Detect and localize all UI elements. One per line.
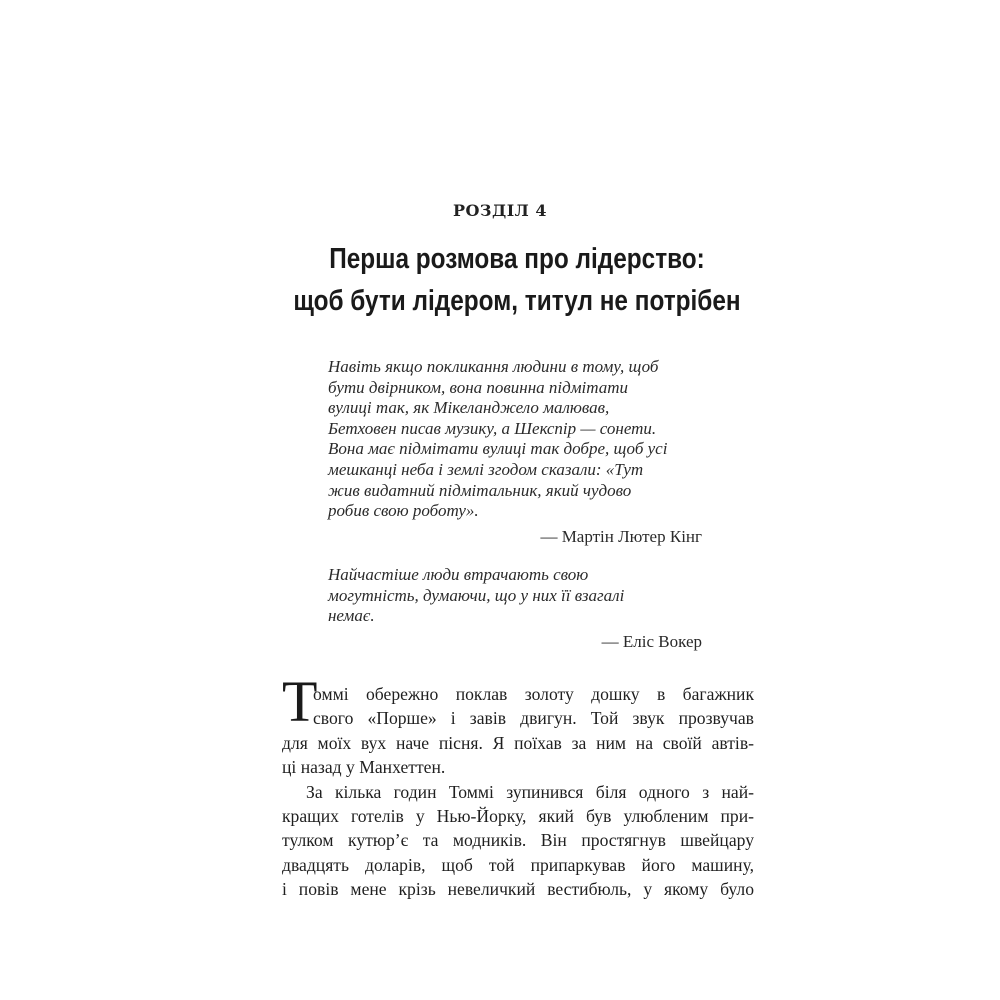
epigraph-quote bbox=[328, 565, 708, 627]
paragraph-line: оммі обережно поклав золоту дошку в багажник bbox=[313, 684, 754, 704]
paragraph-line: За кілька годин Томмі зупинився біля одного з най- bbox=[306, 781, 754, 802]
epigraph bbox=[328, 565, 708, 652]
quote-line: бути двірником, вона повинна підмітати bbox=[328, 377, 629, 397]
chapter-title-line: Перша розмова про лідерство: bbox=[329, 243, 705, 275]
paragraph-line: кращих готелів у Нью-Йорку, який був улюбленим при- bbox=[282, 805, 754, 826]
quote-line: Найчастіше люди втрачають свою bbox=[328, 565, 589, 584]
chapter-title-line: щоб бути лідером, титул не потрібен bbox=[293, 285, 741, 317]
quote-line: немає. bbox=[328, 606, 375, 626]
paragraph-line: двадцять доларів, щоб той припаркував його машину, bbox=[282, 854, 754, 875]
paragraph-line: і повів мене крізь невеличкий вестибюль, у якому було bbox=[282, 879, 754, 900]
epigraph-quote bbox=[328, 357, 708, 522]
chapter-title bbox=[83, 238, 952, 322]
quote-line: могутність, думаючи, що у них її взагалі bbox=[328, 585, 625, 605]
quote-line: Навіть якщо покликання людини в тому, щоб bbox=[328, 357, 659, 376]
paragraph-line: для моїх вух наче пісня. Я поїхав за ним на своїй автів- bbox=[282, 732, 754, 753]
paragraph-line: ці назад у Манхеттен. bbox=[282, 757, 446, 778]
epigraph-attribution: — Мартін Лютер Кінг bbox=[540, 526, 702, 546]
drop-cap: Т bbox=[282, 669, 318, 734]
body-text bbox=[282, 682, 754, 902]
quote-line: вулиці так, як Мікеланджело малював, bbox=[328, 398, 610, 418]
epigraph-attribution: — Еліс Вокер bbox=[601, 631, 702, 651]
chapter-label: РОЗДІЛ 4 bbox=[452, 201, 548, 220]
quote-line: робив свою роботу». bbox=[328, 501, 479, 521]
paragraph-line: свого «Порше» і завів двигун. Той звук прозвучав bbox=[313, 708, 754, 729]
quote-line: жив видатний підмітальник, який чудово bbox=[328, 480, 632, 500]
quote-line: мешканці неба і землі згодом сказали: «Тут bbox=[328, 459, 644, 479]
paragraph-line: тулком кутюр’є та модників. Він простягнув швейцару bbox=[282, 830, 754, 851]
quote-line: Вона має підмітати вулиці так добре, щоб усі bbox=[328, 439, 668, 459]
quote-line: Бетховен писав музику, а Шекспір — сонети. bbox=[328, 418, 657, 438]
epigraph bbox=[328, 357, 708, 547]
